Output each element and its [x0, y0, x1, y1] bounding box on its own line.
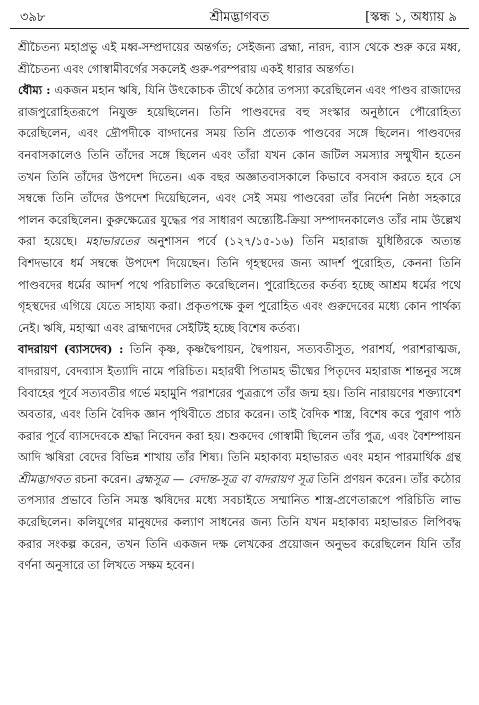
- paragraph-dhaumya: [18, 80, 461, 339]
- header-rule: [10, 28, 469, 29]
- italic-title: শ্রীমদ্ভাগবত: [18, 471, 71, 486]
- paragraph-text: একজন মহান ঋষি, যিনি উৎকোচক তীর্থে কঠোর তপস্যা করেছিলেন এবং পাণ্ডব রাজাদের রাজপুরোহিতরূপে নিযুক্ত হয়েছিলেন। তিনি পাণ্ডবদের বহু সংস্কার অনুষ্ঠানে পৌরোহিত্য করেছিলেন, এবং দ্রৌপদীকে বাগ্দানের সময় তিনি প্রত্যেক পাণ্ডবের সঙ্গে ছিলেন। পাণ্ডবদের বনবাসকালেও তিনি তাঁদের সঙ্গে ছিলেন এবং তাঁরা যখন কোন জটিল সমস্যার সম্মুখীন হতেন তখন তিনি তাঁদের উপদেশ দিতেন। এক বছর অজ্ঞাতবাসকালে কিভাবে বসবাস করতে হবে সে সম্বন্ধে তিনি তাঁদের উপদেশ দিয়েছিলেন, এবং সেই সময় পাণ্ডবেরা তাঁর নির্দেশ নিষ্ঠা সহকারে পালন করেছিলেন। কুরুক্ষেত্রের যুদ্ধের পর সাধারণ অন্ত্যেষ্টি-ক্রিয়া সম্পাদনকালেও তাঁর নাম উল্লেখ করা হয়েছে।: [18, 83, 461, 249]
- glossary-term: ধৌম্য :: [18, 83, 51, 98]
- page-header: [14, 6, 465, 28]
- paragraph-text-continued: অনুশাসন পর্বে (১২৭/১৫-১৬) তিনি মহারাজ যুধিষ্ঠিরকে অত্যন্ত বিশদভাবে ধর্ম সম্বন্ধে উপদেশ দিয়েছেন। তিনি গৃহস্থদের জন্য আদর্শ পুরোহিত, কেননা তিনি পাণ্ডবদের ধর্মের আদর্শ পথে পরিচালিত করেছিলেন। পুরোহিতের কর্তব্য হচ্ছে আশ্রম ধর্মের পথে গৃহস্থদের এগিয়ে যেতে সাহায্য করা। প্রকৃতপক্ষে কুল পুরোহিত এবং গুরুদেবের মধ্যে কোন পার্থক্য নেই। ঋষি, মহাত্মা এবং ব্রাহ্মণদের সেইটিই হচ্ছে বিশেষ কর্তব্য।: [18, 234, 461, 335]
- italic-title-2: ব্রহ্মসূত্র — বেদান্ত-সূত্র বা বাদরায়ণ সূত্র: [131, 471, 314, 486]
- paragraph-badarayana: [18, 339, 461, 577]
- paragraph-text-continued: রচনা করেন।: [70, 471, 132, 486]
- paragraph-text: শ্রীচৈতন্য মহাপ্রভু এই মধ্ব-সম্প্রদায়ের অন্তর্গত; সেইজন্য ব্রহ্মা, নারদ, ব্যাস থেকে শুরু করে মধ্ব, শ্রীচৈতন্য এবং গোস্বামীবর্গের সকলেই গুরু-পরম্পরায় একই ধারার অন্তর্গত।: [18, 40, 461, 76]
- paragraph-text-continued-2: তিনি প্রণয়ন করেন। তাঁর কঠোর তপস্যার প্রভাবে তিনি সমস্ত ঋষিদের মধ্যে সবচাইতে সম্মানিত শাস্ত্র-প্রণেতারূপে পরিচিতি লাভ করেছিলেন। কলিযুগের মানুষদের কল্যাণ সাধনের জন্য তিনি যখন মহাকাব্য মহাভারত লিপিবদ্ধ করার সংকল্প করেন, তখন তিনি একজন দক্ষ লেখকের প্রয়োজন অনুভব করেছিলেন যিনি তাঁর বর্ণনা অনুসারে তা লিখতে সক্ষম হবেন।: [18, 471, 461, 573]
- italic-title: মহাভারতের: [77, 234, 140, 249]
- section-reference: [স্কন্ধ ১, অধ্যায় ৯: [365, 10, 457, 25]
- paragraph-text: তিনি কৃষ্ণ, কৃষ্ণদ্বৈপায়ন, দ্বৈপায়ন, সত্যবতীসুত, পরাশর্য, পরাশরাত্মজ, বাদরায়ণ, বেদব্যাস ইত্যাদি নামে পরিচিত। মহারথী পিতামহ ভীষ্মের পিতৃদেব মহারাজ শান্তনুর সঙ্গে বিবাহের পূর্বে সত্যবতীর গর্ভে মহামুনি পরাশরের পুত্ররূপে তাঁর জন্ম হয়। তিনি নারায়ণের শক্ত্যাবেশ অবতার, এবং তিনি বৈদিক জ্ঞান পৃথিবীতে প্রচার করেন। তাই বৈদিক শাস্ত্র, বিশেষ করে পুরাণ পাঠ করার পূর্বে ব্যাসদেবকে শ্রদ্ধা নিবেদন করা হয়। শুকদেব গোস্বামী ছিলেন তাঁর পুত্র, এবং বৈশম্পায়ন আদি ঋষিরা বেদের বিভিন্ন শাখায় তাঁর শিষ্য। তিনি মহাকাব্য মহাভারত এবং মহান পারমার্থিক গ্রন্থ: [18, 342, 462, 465]
- glossary-term: বাদরায়ণ (ব্যাসদেব) :: [18, 342, 124, 357]
- page-body: [18, 37, 461, 577]
- running-title: শ্রীমদ্ভাগবত: [209, 10, 270, 25]
- paragraph-intro: [18, 37, 461, 80]
- page-number: ৩৯৮: [20, 10, 46, 25]
